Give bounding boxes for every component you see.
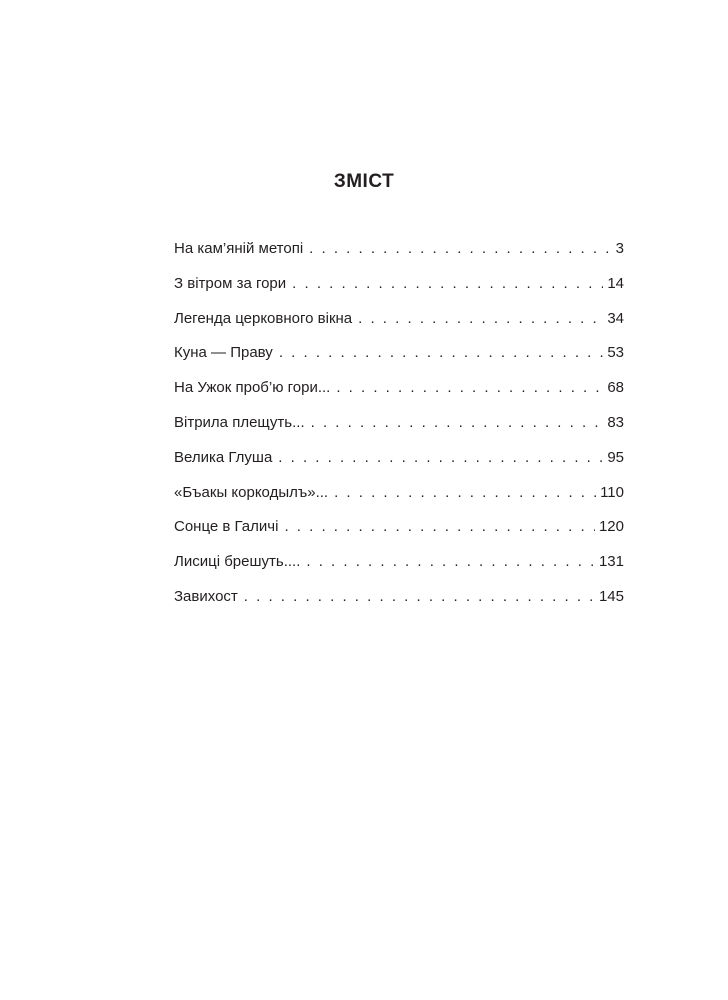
- page-title: ЗМІСТ: [333, 171, 395, 192]
- toc-entry-title: Завихост: [174, 587, 238, 605]
- dot-leader: [336, 377, 603, 399]
- toc-entry: [174, 551, 624, 586]
- dot-leader: [278, 447, 603, 469]
- toc-entry: [174, 308, 624, 343]
- toc-entry: [174, 586, 624, 621]
- toc-entry: [174, 342, 624, 377]
- toc-entry: [174, 238, 624, 273]
- dot-leader: [292, 273, 603, 295]
- toc-entry-title: Вітрила плещуть...: [174, 413, 305, 431]
- toc-entry-title: Куна — Праву: [174, 344, 273, 362]
- toc-entry-title: На Ужок проб’ю гори...: [174, 379, 331, 397]
- toc-entry-page-number: 3: [615, 240, 624, 257]
- toc-entry-title: Велика Глуша: [174, 448, 273, 466]
- toc-entry-page-number: 120: [598, 518, 624, 536]
- toc-entry-page-number: 110: [600, 483, 624, 501]
- toc-entry: [174, 482, 624, 517]
- dot-leader: [358, 308, 603, 330]
- dot-leader: [306, 551, 595, 573]
- dot-leader: [284, 516, 595, 538]
- toc-entry: [174, 412, 624, 447]
- dot-leader: [279, 342, 604, 364]
- toc-entry-title: «Бъакы коркодылъ»...: [174, 483, 329, 501]
- toc-entry: [174, 273, 624, 308]
- toc-entry-page-number: 34: [607, 309, 624, 327]
- toc-entry-page-number: 68: [607, 379, 624, 397]
- toc-entry-title: З вітром за гори: [174, 274, 287, 292]
- toc-entry-page-number: 145: [598, 587, 624, 605]
- toc-entry-title: На кам’яній метопі: [174, 240, 304, 257]
- toc-entry-page-number: 14: [607, 274, 624, 292]
- dot-leader: [311, 412, 604, 434]
- table-of-contents: [174, 238, 624, 621]
- toc-entry-title: Лисиці брешуть....: [174, 553, 301, 571]
- toc-entry-page-number: 95: [607, 448, 624, 466]
- toc-entry: [174, 377, 624, 412]
- toc-entry-title: Сонце в Галичі: [174, 518, 279, 536]
- dot-leader: [309, 238, 611, 260]
- toc-entry: [174, 447, 624, 482]
- dot-leader: [244, 586, 595, 608]
- dot-leader: [334, 482, 596, 504]
- toc-entry-page-number: 53: [607, 344, 624, 362]
- toc-entry: [174, 516, 624, 551]
- toc-entry-title: Легенда церковного вікна: [174, 309, 353, 327]
- toc-entry-page-number: 83: [607, 413, 624, 431]
- toc-entry-page-number: 131: [598, 553, 624, 571]
